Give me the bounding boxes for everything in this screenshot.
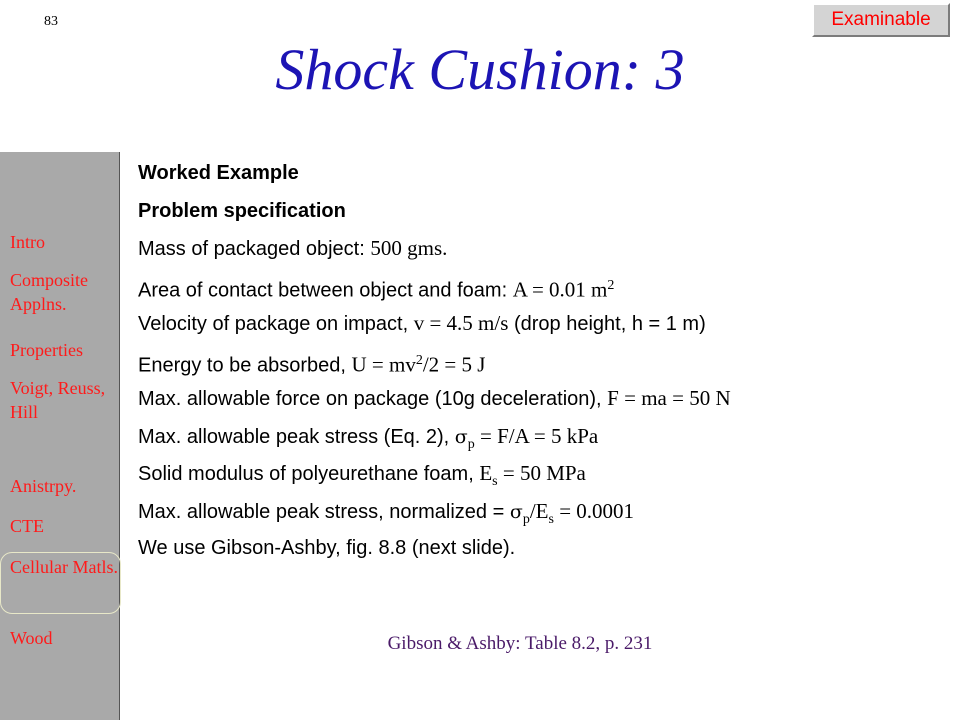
- modulus-line: [138, 458, 948, 496]
- modulus-subscript: s: [492, 474, 498, 489]
- problem-specification-heading: Problem specification: [138, 199, 346, 222]
- energy-value-end: /2 = 5 J: [422, 352, 486, 377]
- area-line: [138, 271, 948, 309]
- energy-label: Energy to be absorbed,: [138, 354, 352, 377]
- area-exponent: 2: [607, 277, 615, 293]
- modulus-label: Solid modulus of polyeurethane foam,: [138, 463, 480, 485]
- modulus-value: = 50 MPa: [497, 461, 586, 485]
- sidebar-item-intro[interactable]: Intro: [10, 232, 45, 252]
- velocity-label: Velocity of package on impact,: [138, 313, 414, 335]
- force-label: Max. allowable force on package (10g deceleration),: [138, 388, 608, 410]
- peak-stress-label: Max. allowable peak stress (Eq. 2),: [138, 425, 455, 448]
- mass-line: [138, 233, 948, 271]
- sigma-symbol: σ: [454, 425, 468, 448]
- worked-example-heading: Worked Example: [138, 162, 299, 184]
- mass-label: Mass of packaged object:: [138, 238, 371, 260]
- velocity-note: (drop height, h = 1 m): [508, 313, 706, 335]
- content-body: [138, 158, 948, 571]
- normalized-divisor: /E: [529, 498, 549, 523]
- slide-title: Shock Cushion: 3: [275, 37, 685, 102]
- velocity-line: [138, 308, 948, 346]
- peak-stress-value: = F/A = 5 kPa: [474, 423, 599, 448]
- sigma-subscript: p: [467, 436, 475, 452]
- sidebar-item-anistrpy[interactable]: Anistrpy.: [10, 476, 77, 496]
- page-number: 83: [44, 14, 58, 29]
- velocity-value: v = 4.5 m/s: [413, 311, 509, 335]
- area-label: Area of contact between object and foam:: [138, 279, 513, 302]
- sidebar-item-composite-applns[interactable]: Composite Applns.: [10, 270, 89, 314]
- area-value: A = 0.01 m: [512, 277, 608, 302]
- sidebar-item-properties[interactable]: Properties: [10, 340, 83, 360]
- normalized-label: Max. allowable peak stress, normalized =: [138, 500, 510, 523]
- force-value: F = ma = 50 N: [607, 386, 731, 410]
- examinable-tag[interactable]: Examinable: [812, 3, 950, 37]
- mass-value: 500 gms.: [370, 236, 448, 260]
- sidebar-item-voigt-reuss-hill[interactable]: Voigt, Reuss, Hill: [10, 378, 106, 422]
- energy-value: U = mv: [351, 352, 416, 377]
- reference-line: We use Gibson-Ashby, fig. 8.8 (next slide).: [138, 537, 516, 559]
- sidebar-nav: [0, 152, 120, 720]
- divisor-subscript: s: [548, 511, 554, 527]
- modulus-symbol: E: [479, 461, 493, 485]
- normalized-stress-line: [138, 496, 948, 534]
- sigma-symbol: σ: [509, 500, 523, 523]
- sidebar-item-cte[interactable]: CTE: [10, 516, 44, 536]
- sidebar-item-cellular-matls[interactable]: Cellular Matls.: [0, 552, 121, 614]
- sidebar-item-wood[interactable]: Wood: [10, 628, 53, 648]
- peak-stress-line: [138, 421, 948, 459]
- normalized-value: = 0.0001: [553, 498, 635, 523]
- table-caption: Gibson & Ashby: Table 8.2, p. 231: [387, 633, 653, 654]
- sigma-subscript: p: [522, 511, 530, 527]
- force-line: [138, 383, 948, 421]
- energy-exponent: 2: [415, 352, 423, 368]
- energy-line: [138, 346, 948, 384]
